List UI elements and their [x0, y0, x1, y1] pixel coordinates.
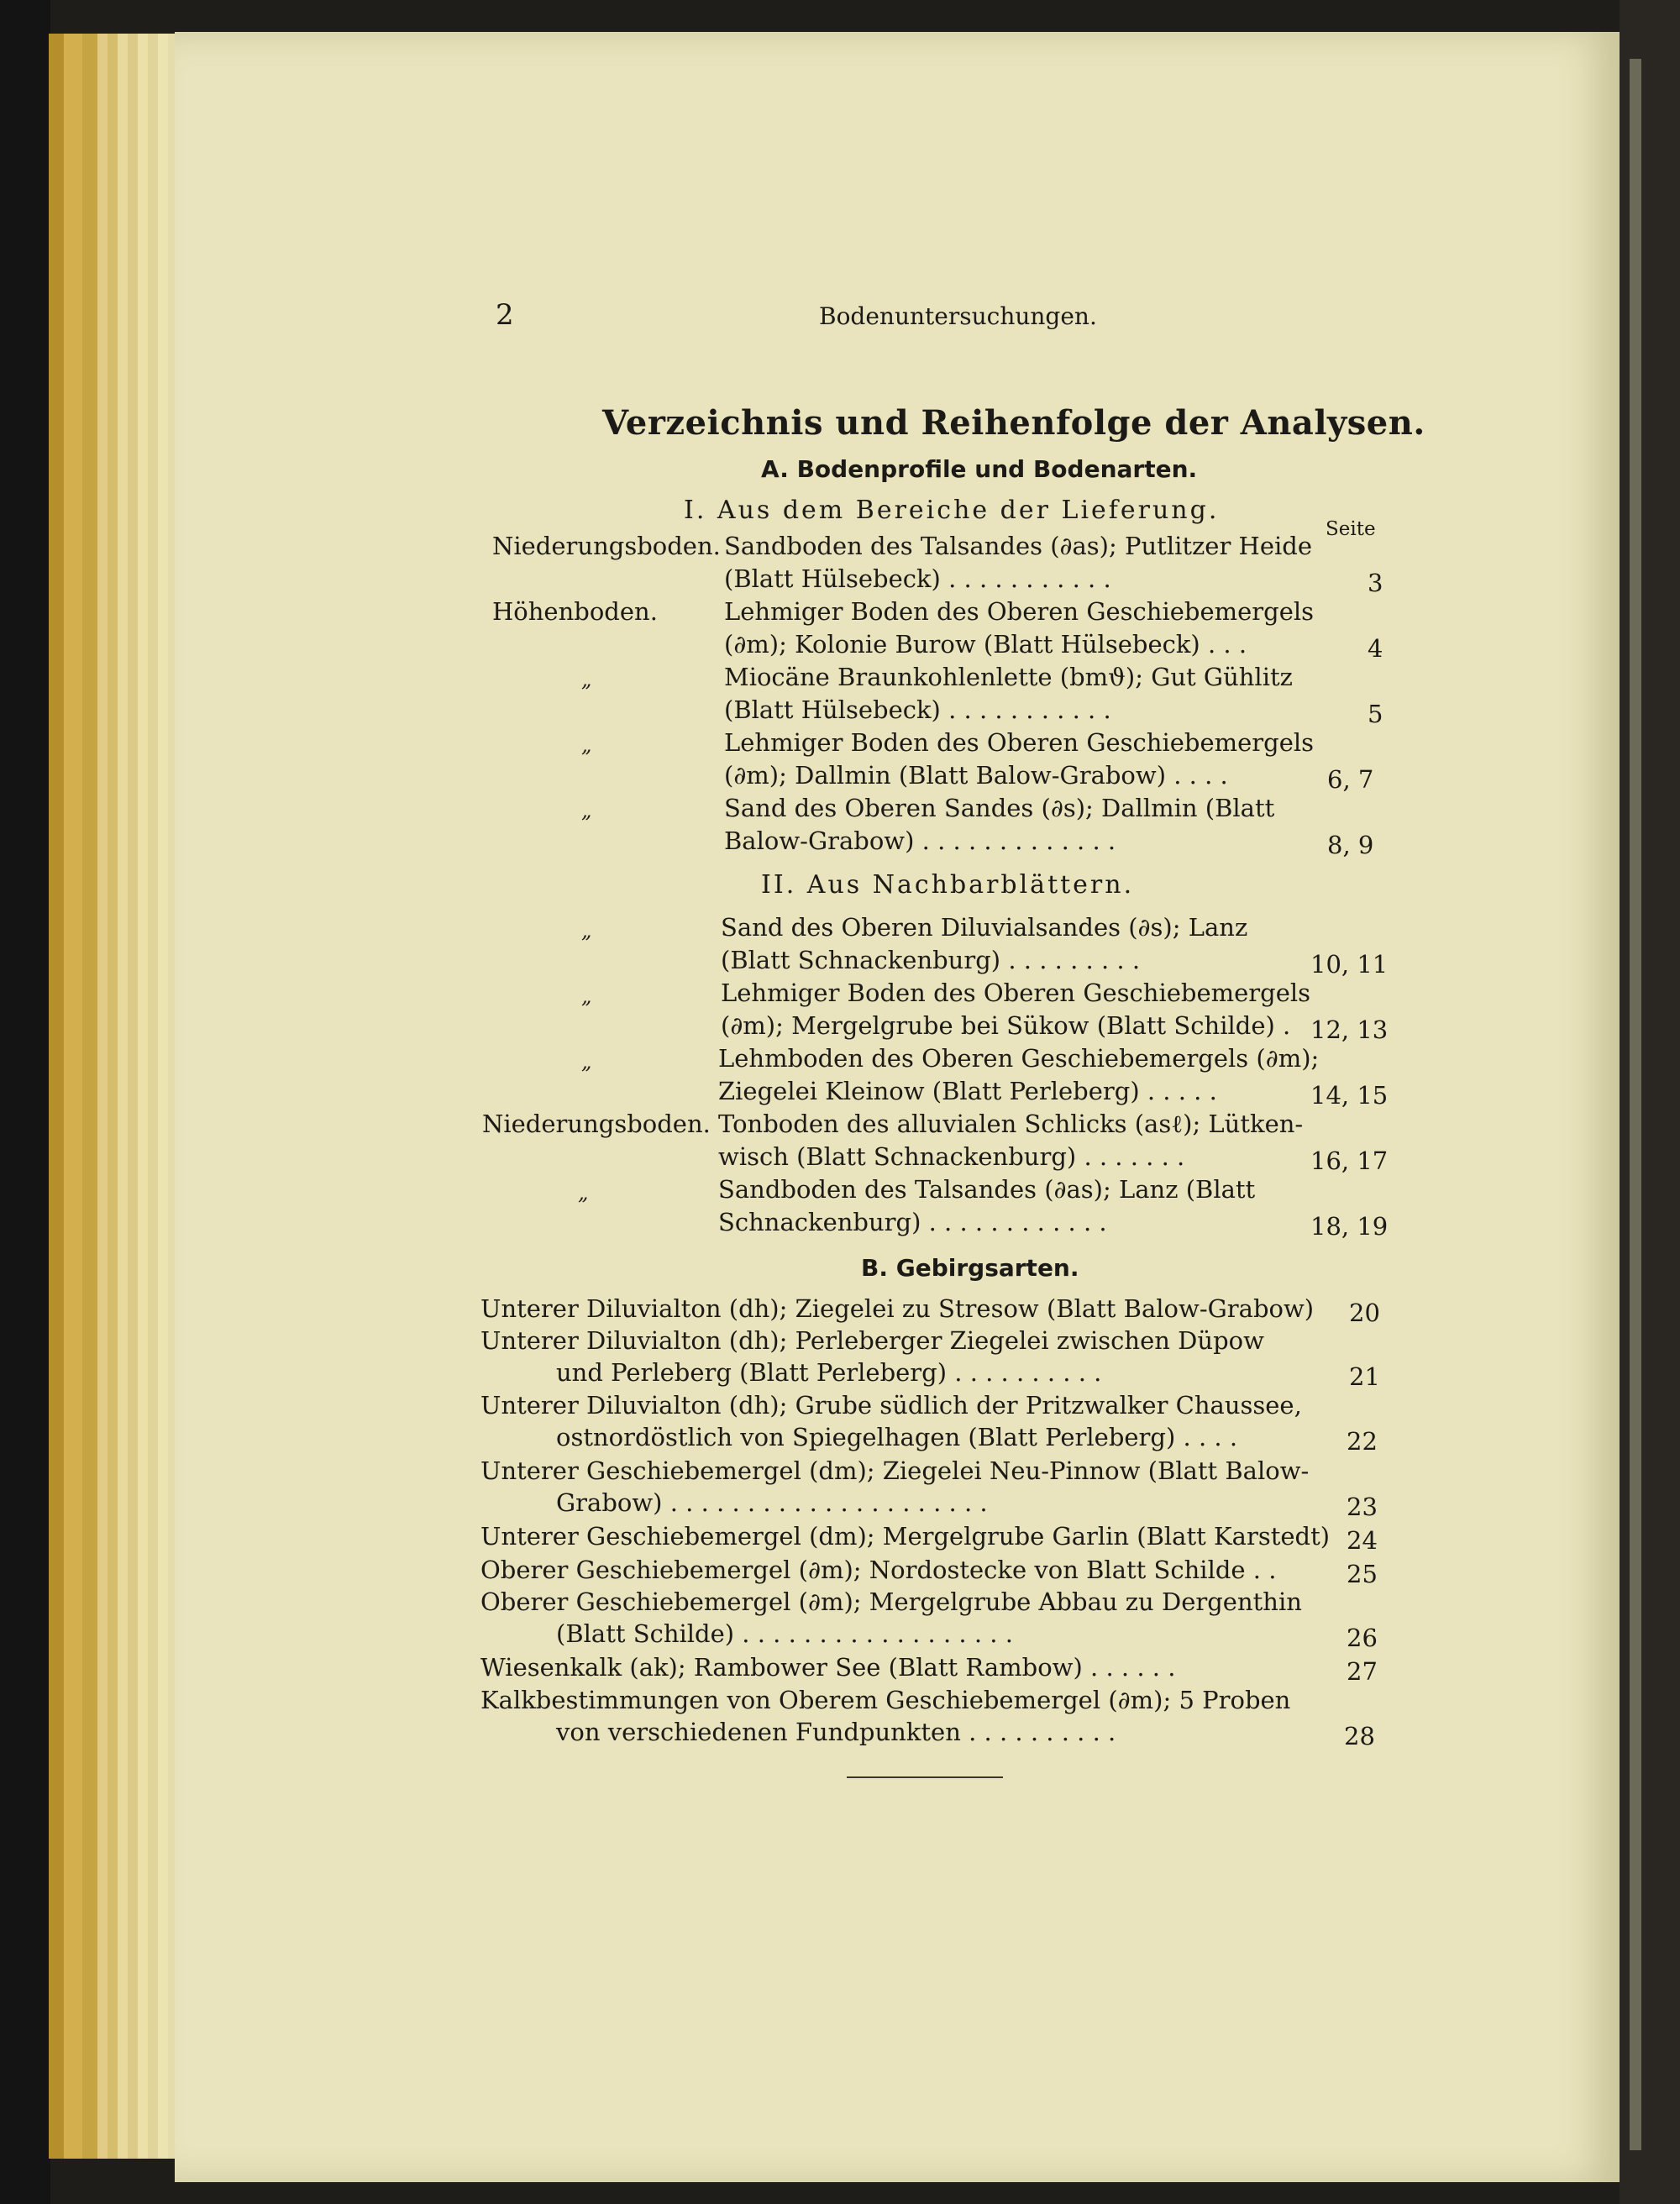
- entry-line: Oberer Geschiebemergel (∂m); Nordostecke von Blatt Schilde . .: [480, 1556, 1277, 1584]
- entry-category: Niederungsboden.: [482, 1110, 711, 1138]
- entry-line: Tonboden des alluvialen Schlicks (asℓ); Lütken-: [718, 1110, 1304, 1138]
- ditto-mark: „: [581, 1050, 592, 1073]
- entry-line: (Blatt Hülsebeck) . . . . . . . . . . .: [724, 564, 1111, 593]
- ditto-mark: „: [578, 1181, 589, 1204]
- seite-label: Seite: [1326, 518, 1376, 540]
- ditto-mark: „: [581, 799, 592, 822]
- page-edge: [128, 34, 138, 2159]
- book-spine: [0, 0, 50, 2204]
- entry-line: Miocäne Braunkohlenlette (bmϑ); Gut Gühlitz: [724, 663, 1293, 691]
- entry-line: Lehmiger Boden des Oberen Geschiebemergels: [721, 979, 1311, 1007]
- entry-line: Oberer Geschiebemergel (∂m); Mergelgrube Abbau zu Dergenthin: [480, 1587, 1302, 1616]
- entry-line: Sand des Oberen Sandes (∂s); Dallmin (Blatt: [724, 794, 1275, 822]
- entry-page: 5: [1368, 700, 1383, 728]
- entry-page: 27: [1347, 1657, 1378, 1686]
- entry-page: 20: [1349, 1299, 1380, 1327]
- facing-page-edge: [1630, 59, 1641, 2150]
- page-edge: [49, 34, 64, 2159]
- entry-line: Wiesenkalk (ak); Rambower See (Blatt Rambow) . . . . . .: [480, 1653, 1176, 1682]
- entry-line: Lehmboden des Oberen Geschiebemergels (∂m);: [718, 1044, 1320, 1073]
- entry-category: Niederungsboden.: [492, 532, 721, 560]
- entry-line: (∂m); Mergelgrube bei Sükow (Blatt Schilde) .: [721, 1011, 1291, 1040]
- entry-page: 4: [1368, 634, 1383, 663]
- entry-page: 22: [1347, 1427, 1378, 1456]
- page-edge: [97, 34, 108, 2159]
- document-title: Verzeichnis und Reihenfolge der Analysen.: [602, 403, 1425, 443]
- entry-page: 21: [1349, 1362, 1380, 1391]
- entry-page: 16, 17: [1310, 1147, 1389, 1175]
- page-edge: [108, 34, 118, 2159]
- entry-line: Lehmiger Boden des Oberen Geschiebemergels: [724, 728, 1315, 757]
- entry-line: Lehmiger Boden des Oberen Geschiebemergels: [724, 597, 1315, 626]
- entry-page: 8, 9: [1327, 831, 1374, 859]
- entry-line: (Blatt Schnackenburg) . . . . . . . . .: [721, 946, 1141, 974]
- entry-line: (∂m); Kolonie Burow (Blatt Hülsebeck) . . .: [724, 630, 1247, 659]
- entry-page: 12, 13: [1310, 1015, 1389, 1044]
- entry-page: 6, 7: [1327, 765, 1374, 794]
- entry-line: Balow-Grabow) . . . . . . . . . . . . .: [724, 826, 1116, 855]
- page-edge: [82, 34, 97, 2159]
- entry-line: (Blatt Schilde) . . . . . . . . . . . . . . . . . .: [556, 1619, 1013, 1648]
- page-edge: [118, 34, 128, 2159]
- entry-line: Unterer Diluvialton (dh); Grube südlich der Pritzwalker Chaussee,: [480, 1391, 1302, 1419]
- page-edge: [138, 34, 148, 2159]
- entry-line: Unterer Diluvialton (dh); Perleberger Ziegelei zwischen Düpow: [480, 1326, 1264, 1355]
- entry-page: 10, 11: [1310, 950, 1389, 979]
- closing-rule: [847, 1776, 1003, 1778]
- entry-page: 26: [1347, 1624, 1378, 1652]
- entry-page: 18, 19: [1310, 1212, 1389, 1241]
- entry-line: Kalkbestimmungen von Oberem Geschiebemergel (∂m); 5 Proben: [480, 1686, 1291, 1714]
- entry-line: Sandboden des Talsandes (∂as); Putlitzer Heide: [724, 532, 1313, 560]
- entry-line: Unterer Geschiebemergel (dm); Ziegelei Neu-Pinnow (Blatt Balow-: [480, 1456, 1310, 1485]
- ditto-mark: „: [581, 984, 592, 1008]
- ditto-mark: „: [581, 919, 592, 942]
- page-edge: [158, 34, 168, 2159]
- entry-line: und Perleberg (Blatt Perleberg) . . . . . . . . . .: [556, 1358, 1102, 1387]
- part-ii-heading: II. Aus Nachbarblättern.: [761, 870, 1135, 900]
- entry-page: 24: [1347, 1526, 1378, 1555]
- entry-page: 28: [1344, 1722, 1375, 1750]
- entry-line: Sandboden des Talsandes (∂as); Lanz (Blatt: [718, 1175, 1256, 1204]
- page-number: 2: [496, 298, 514, 332]
- section-a-heading: A. Bodenprofile und Bodenarten.: [761, 455, 1198, 483]
- entry-category: Höhenboden.: [492, 597, 658, 626]
- ditto-mark: „: [581, 668, 592, 691]
- entry-page: 14, 15: [1310, 1081, 1389, 1110]
- entry-line: (Blatt Hülsebeck) . . . . . . . . . . .: [724, 695, 1111, 724]
- entry-line: Unterer Diluvialton (dh); Ziegelei zu Stresow (Blatt Balow-Grabow): [480, 1294, 1315, 1323]
- entry-line: von verschiedenen Fundpunkten . . . . . . . . . .: [556, 1718, 1116, 1746]
- entry-line: Unterer Geschiebemergel (dm); Mergelgrube Garlin (Blatt Karstedt): [480, 1522, 1331, 1551]
- entry-page: 23: [1347, 1493, 1378, 1521]
- entry-line: Sand des Oberen Diluvialsandes (∂s); Lanz: [721, 913, 1248, 942]
- section-b-heading: B. Gebirgsarten.: [861, 1254, 1079, 1282]
- book-page: [175, 32, 1620, 2182]
- entry-page: 25: [1347, 1560, 1378, 1588]
- running-title: Bodenuntersuchungen.: [819, 302, 1097, 330]
- entry-page: 3: [1368, 569, 1383, 597]
- entry-line: Ziegelei Kleinow (Blatt Perleberg) . . . . .: [718, 1077, 1217, 1105]
- page-edge: [148, 34, 158, 2159]
- entry-line: Schnackenburg) . . . . . . . . . . . .: [718, 1208, 1107, 1236]
- ditto-mark: „: [581, 733, 592, 757]
- page-edge: [64, 34, 82, 2159]
- entry-line: ostnordöstlich von Spiegelhagen (Blatt Perleberg) . . . .: [556, 1423, 1238, 1451]
- entry-line: Grabow) . . . . . . . . . . . . . . . . . . . . .: [556, 1488, 988, 1517]
- part-i-heading: I. Aus dem Bereiche der Lieferung.: [684, 496, 1220, 525]
- entry-line: (∂m); Dallmin (Blatt Balow-Grabow) . . . .: [724, 761, 1228, 790]
- entry-line: wisch (Blatt Schnackenburg) . . . . . . .: [718, 1142, 1185, 1171]
- background-right: [1620, 0, 1680, 2204]
